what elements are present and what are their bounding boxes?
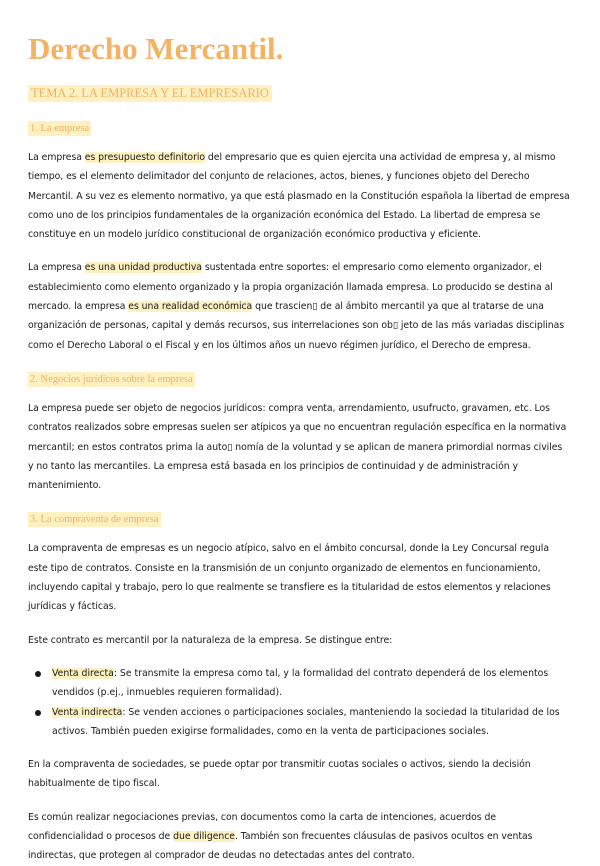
text-run: . También son frecuentes cláusulas de pasivos ocultos en ventas indirectas, que protegen al comprador de deudas no detectadas antes del contrato. — [28, 831, 533, 862]
text-run: Es común realizar negociaciones previas, con documentos como la carta de intenciones, acuerdos de confidencialidad o procesos de — [28, 811, 496, 843]
highlighted-text: Venta directa — [52, 667, 114, 679]
paragraph: La empresa puede ser objeto de negocios jurídicos: compra venta, arrendamiento, usufructo, gravamen, etc. Los contratos realizados sobre empresas suelen ser atípicos ya que no encuentran regulación específica en la normativa mercantil; en estos contratos prima la auto▯ nomía de la voluntad y se aplican de manera primordial normas civiles y no tanto las mercantiles. La empresa está basada en los principios de continuidad y de administración y mantenimiento. — [28, 402, 567, 492]
paragraph — [28, 258, 570, 354]
paragraph: La compraventa de empresas es un negocio atípico, salvo en el ámbito concursal, donde la Ley Concursal regula este tipo de contratos. Consiste en la transmisión de un conjunto organizado de elementos en funcionamiento, incluyendo capital y trabajo, pero lo que realmente se transfiere es la titularidad de estos elementos y relaciones jurídicas y fácticas. — [28, 543, 551, 613]
list-item — [52, 664, 570, 703]
text-run: : Se transmite la empresa como tal, y la formalidad del contrato dependerá de los elementos vendidos (p.ej., inmuebles requieren formalidad). — [52, 667, 549, 699]
paragraph: Este contrato es mercantil por la naturaleza de la empresa. Se distingue entre: — [28, 634, 393, 646]
paragraph — [28, 148, 570, 244]
subtitle-row — [28, 82, 570, 116]
bullet-icon — [35, 671, 41, 677]
document-subtitle: TEMA 2. LA EMPRESA Y EL EMPRESARIO — [28, 85, 272, 102]
text-run: que trascien▯ de al ámbito mercantil ya que al tratarse de una organización de personas, capital y demás recursos, sus interrelaciones son ob▯ jeto de las más variadas disciplinas como el Derecho Laboral o el Fiscal y en los últimos años un nuevo régimen jurídico, el Derecho de empresa. — [28, 301, 565, 351]
section-3-heading-row — [28, 507, 570, 527]
text-run: : Se venden acciones o participaciones sociales, manteniendo la sociedad la titularidad de los activos. También pueden exigirse formalidades, como en la venta de participaciones sociales. — [52, 706, 560, 737]
list-item — [52, 703, 570, 742]
section-heading: 2. Negocios jurídicos sobre la empresa — [30, 373, 193, 385]
bullet-list — [28, 664, 570, 741]
highlighted-text: es una unidad productiva — [84, 262, 202, 274]
text-run: La empresa — [28, 152, 85, 163]
highlighted-text: due diligence — [173, 831, 235, 843]
section-2-heading-row — [28, 367, 570, 387]
section-heading: 1. La empresa — [30, 123, 90, 134]
text-run: La empresa — [28, 262, 85, 274]
paragraph: En la compraventa de sociedades, se puede optar por transmitir cuotas sociales o activos, siendo la decisión habitualmente de tipo fiscal. — [28, 759, 531, 790]
highlighted-text: es una realidad económica — [128, 301, 253, 313]
document-title: Derecho Mercantil. — [28, 31, 284, 66]
highlighted-text: es presupuesto definitorio — [84, 152, 206, 163]
paragraph — [28, 808, 570, 866]
bullet-icon — [35, 710, 41, 716]
section-1-heading-row — [28, 116, 570, 136]
highlighted-text: Venta indirecta — [52, 706, 123, 718]
section-heading: 3. La compraventa de empresa — [30, 514, 159, 526]
text-run: sustentada entre soportes: el empresario como elemento organizador, el establecimiento como elemento organizado y la propia organización llamada empresa. Lo producido se destina al mercado. la empresa — [28, 262, 553, 313]
text-run: del empresario que es quien ejercita una actividad de empresa y, al mismo tiempo, es el elemento delimitador del conjunto de relaciones, actos, bienes, y funciones objeto del Derecho Mercantil. A su vez es elemento normativo, ya que está plasmado en la Constitución española la libertad de empresa como uno de los principios fundamentales de la organización económica del Estado. La libertad de empresa se constituye en un modelo jurídico constitucional de organización económico productiva y eficiente. — [28, 152, 570, 241]
